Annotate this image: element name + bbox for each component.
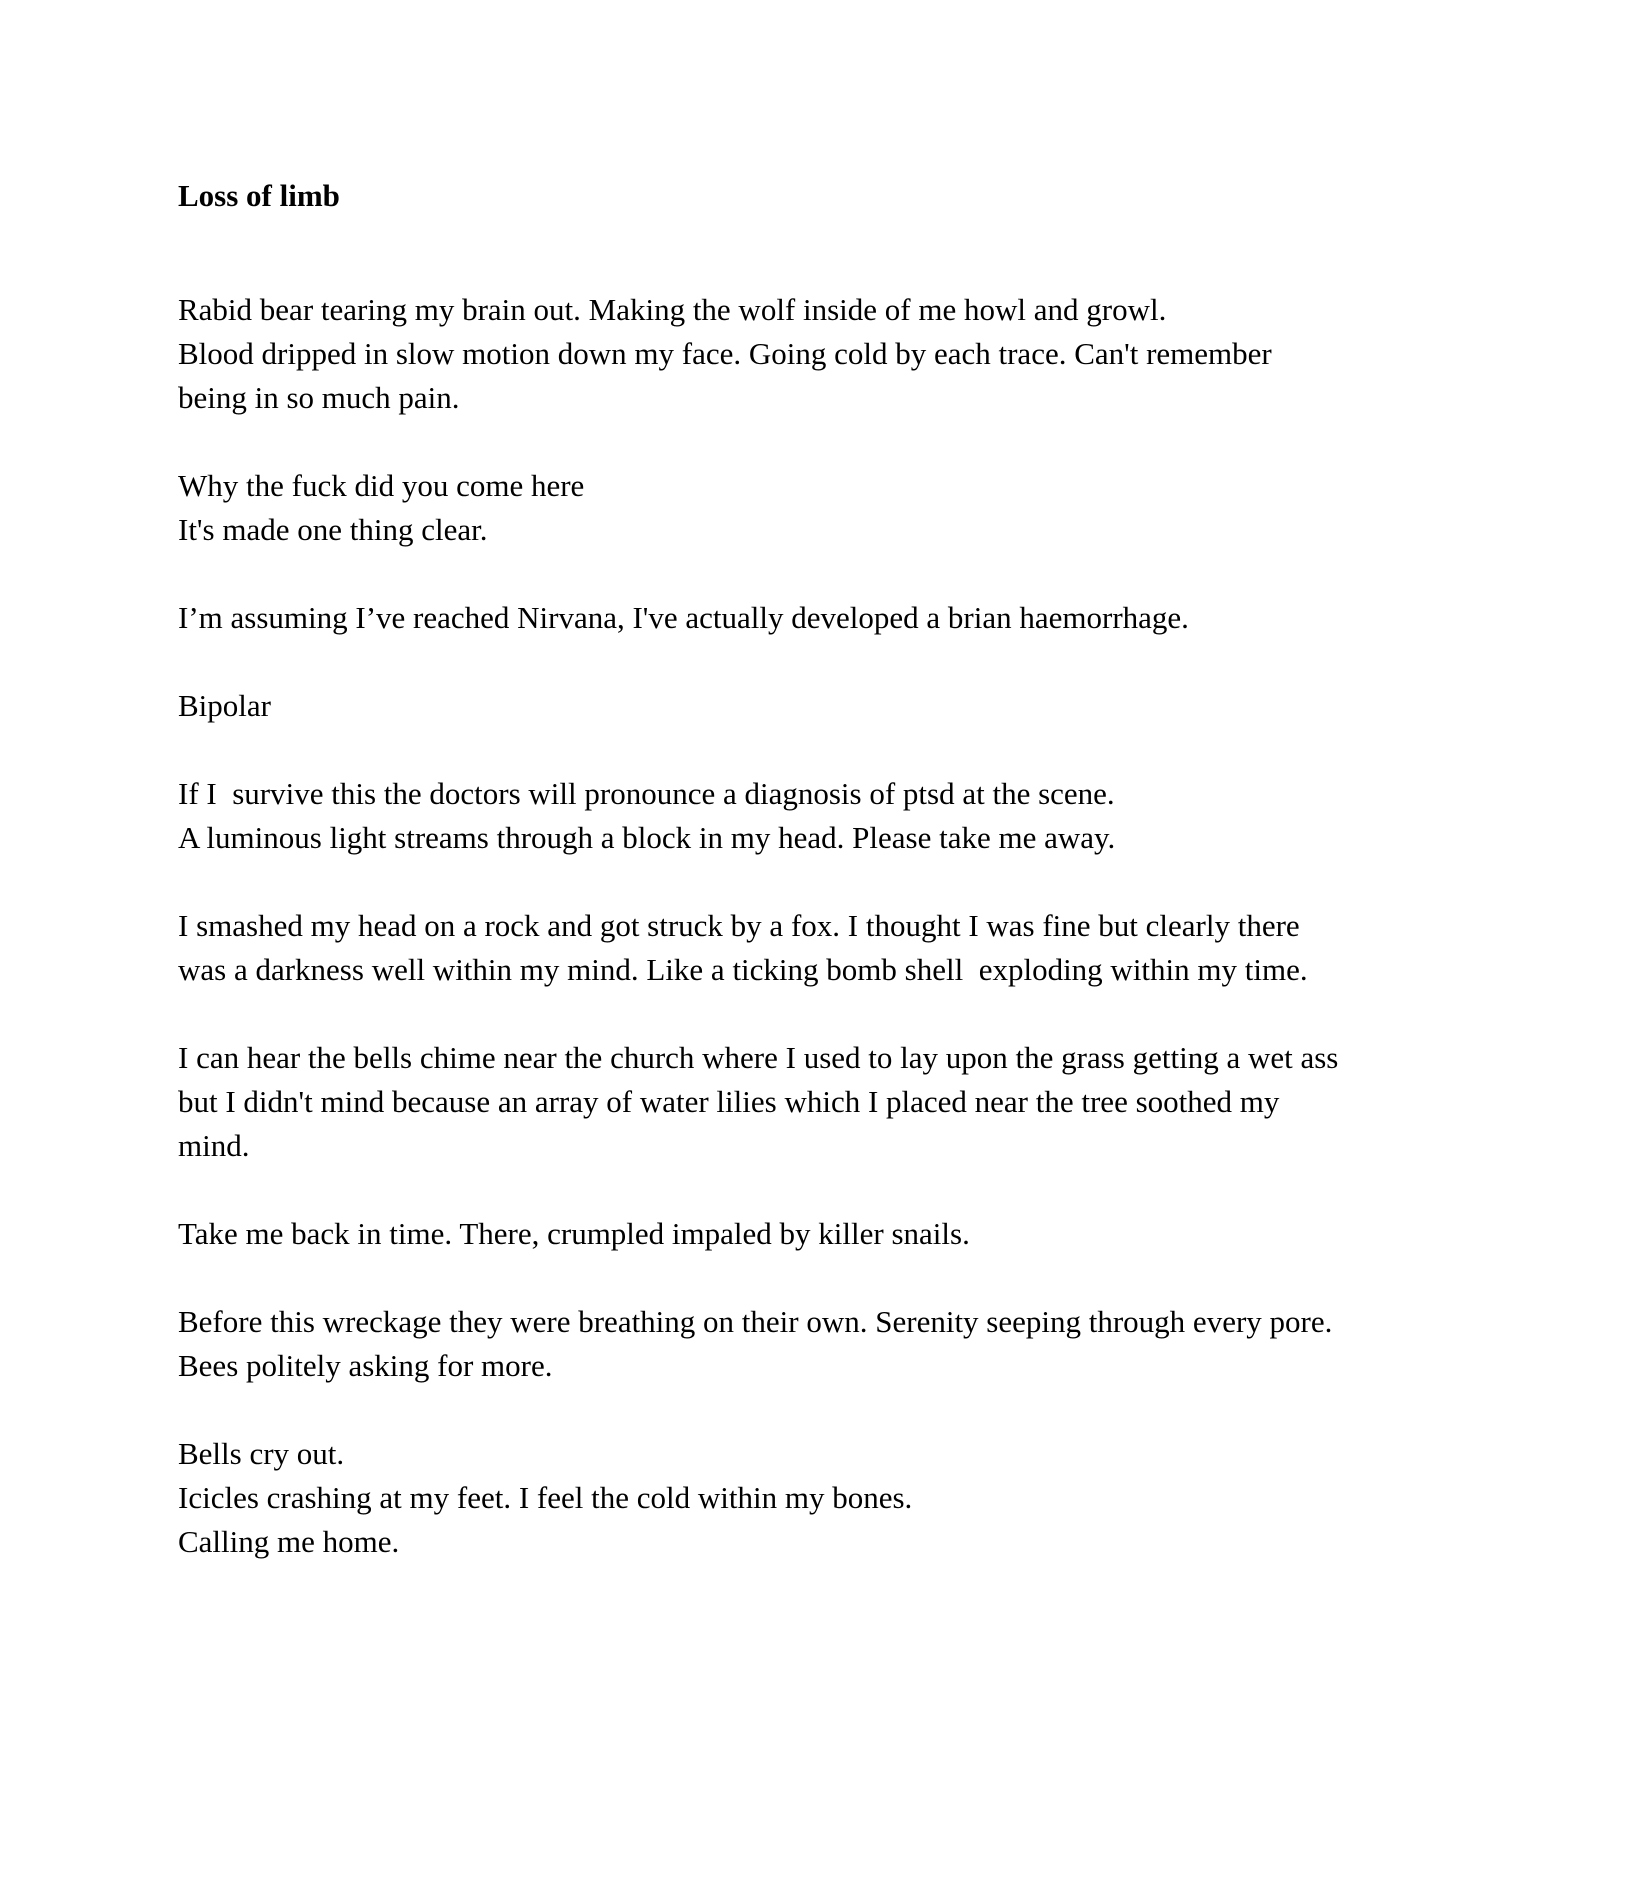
poem-line: I smashed my head on a rock and got struck by a fox. I thought I was fine but clearly there [178, 908, 1300, 943]
stanza [178, 596, 1478, 640]
stanza [178, 1300, 1478, 1388]
poem-line: I can hear the bells chime near the church where I used to lay upon the grass getting a wet ass [178, 1040, 1339, 1075]
poem-line: A luminous light streams through a block in my head. Please take me away. [178, 820, 1116, 855]
document-body [178, 174, 1478, 1608]
poem-line: but I didn't mind because an array of water lilies which I placed near the tree soothed my [178, 1084, 1280, 1119]
poem-line: It's made one thing clear. [178, 512, 488, 547]
stanza [178, 464, 1478, 552]
poem-line: Before this wreckage they were breathing on their own. Serenity seeping through every pore. [178, 1304, 1333, 1339]
document-title: Loss of limb [178, 178, 340, 213]
poem-line: If I survive this the doctors will pronounce a diagnosis of ptsd at the scene. [178, 776, 1115, 811]
stanza [178, 1036, 1478, 1168]
stanza [178, 288, 1478, 420]
poem-line: Why the fuck did you come here [178, 468, 585, 503]
poem-line: mind. [178, 1128, 250, 1163]
stanza [178, 684, 1478, 728]
poem-line: Bells cry out. [178, 1436, 345, 1471]
poem-line: Blood dripped in slow motion down my face. Going cold by each trace. Can't remember [178, 336, 1272, 371]
poem-line: Rabid bear tearing my brain out. Making the wolf inside of me howl and growl. [178, 292, 1167, 327]
stanza [178, 1212, 1478, 1256]
poem-line: Bipolar [178, 688, 271, 723]
poem-line: was a darkness well within my mind. Like a ticking bomb shell exploding within my time. [178, 952, 1308, 987]
poem-line: being in so much pain. [178, 380, 460, 415]
poem-line: I’m assuming I’ve reached Nirvana, I've actually developed a brian haemorrhage. [178, 600, 1189, 635]
stanza [178, 772, 1478, 860]
poem-line: Calling me home. [178, 1524, 400, 1559]
stanza [178, 904, 1478, 992]
poem-line: Take me back in time. There, crumpled impaled by killer snails. [178, 1216, 970, 1251]
poem-line: Bees politely asking for more. [178, 1348, 553, 1383]
poem-line: Icicles crashing at my feet. I feel the cold within my bones. [178, 1480, 913, 1515]
stanza [178, 1432, 1478, 1564]
